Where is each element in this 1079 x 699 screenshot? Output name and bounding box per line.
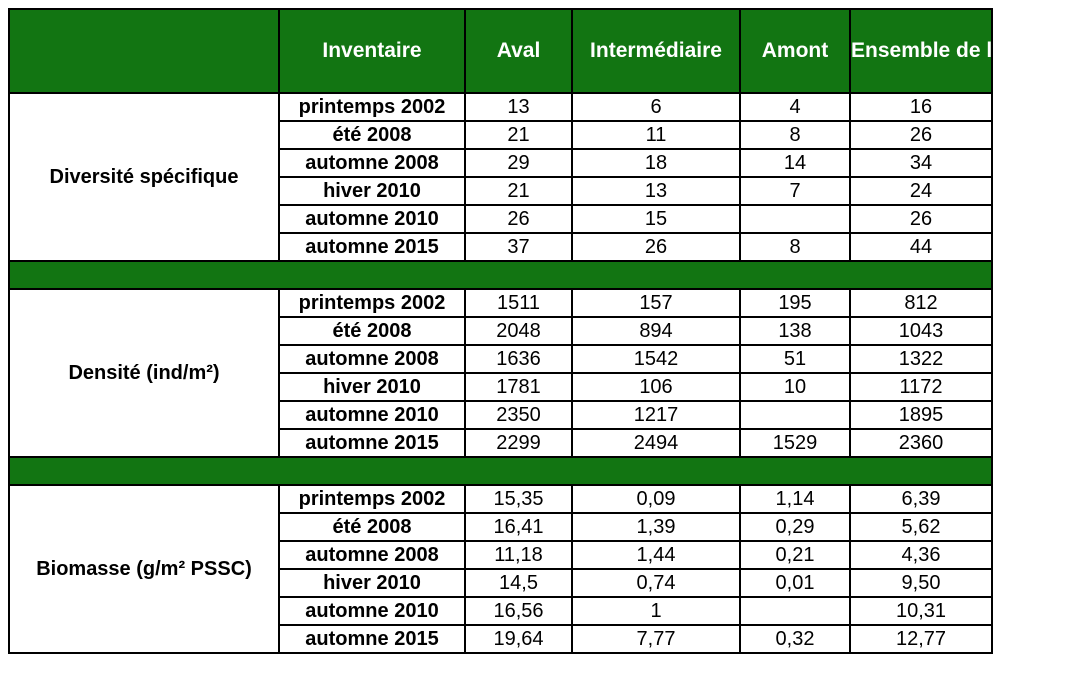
- inventaire-cell: automne 2015: [279, 429, 465, 457]
- amont-cell: 7: [740, 177, 850, 205]
- amont-cell: 138: [740, 317, 850, 345]
- intermediaire-cell: 11: [572, 121, 740, 149]
- aval-cell: 1636: [465, 345, 572, 373]
- separator-row: [9, 261, 992, 289]
- inventaire-cell: printemps 2002: [279, 289, 465, 317]
- aval-cell: 1511: [465, 289, 572, 317]
- intermediaire-cell: 26: [572, 233, 740, 261]
- ensemble-cell: 9,50: [850, 569, 992, 597]
- inventaire-cell: automne 2010: [279, 205, 465, 233]
- ensemble-cell: 26: [850, 205, 992, 233]
- amont-cell: 10: [740, 373, 850, 401]
- header-amont: Amont: [740, 9, 850, 93]
- aval-cell: 11,18: [465, 541, 572, 569]
- intermediaire-cell: 0,09: [572, 485, 740, 513]
- header-intermediaire: Intermédiaire: [572, 9, 740, 93]
- ensemble-cell: 4,36: [850, 541, 992, 569]
- amont-cell: 0,32: [740, 625, 850, 653]
- ensemble-cell: 6,39: [850, 485, 992, 513]
- intermediaire-cell: 13: [572, 177, 740, 205]
- header-corner-cell: [9, 9, 279, 93]
- intermediaire-cell: 1542: [572, 345, 740, 373]
- table-row: [9, 93, 992, 121]
- header-row: [9, 9, 992, 93]
- intermediaire-cell: 1217: [572, 401, 740, 429]
- ensemble-cell: 1043: [850, 317, 992, 345]
- inventaire-cell: été 2008: [279, 513, 465, 541]
- intermediaire-cell: 6: [572, 93, 740, 121]
- separator-band: [9, 457, 992, 485]
- aval-cell: 26: [465, 205, 572, 233]
- inventaire-cell: hiver 2010: [279, 373, 465, 401]
- ensemble-cell: 44: [850, 233, 992, 261]
- estuary-results-table: [8, 8, 1079, 654]
- aval-cell: 15,35: [465, 485, 572, 513]
- intermediaire-cell: 1: [572, 597, 740, 625]
- ensemble-cell: 24: [850, 177, 992, 205]
- inventaire-cell: automne 2015: [279, 625, 465, 653]
- inventaire-cell: hiver 2010: [279, 177, 465, 205]
- amont-cell: 8: [740, 233, 850, 261]
- amont-cell: [740, 597, 850, 625]
- intermediaire-cell: 15: [572, 205, 740, 233]
- inventaire-cell: hiver 2010: [279, 569, 465, 597]
- inventaire-cell: été 2008: [279, 317, 465, 345]
- inventaire-cell: automne 2008: [279, 149, 465, 177]
- amont-cell: [740, 205, 850, 233]
- ensemble-cell: 34: [850, 149, 992, 177]
- table-row: [9, 485, 992, 513]
- table-header: [9, 9, 1079, 93]
- inventaire-cell: automne 2008: [279, 541, 465, 569]
- ensemble-cell: 12,77: [850, 625, 992, 653]
- amont-cell: 1,14: [740, 485, 850, 513]
- inventaire-cell: été 2008: [279, 121, 465, 149]
- inventaire-cell: automne 2008: [279, 345, 465, 373]
- amont-cell: 0,21: [740, 541, 850, 569]
- group-label-biomasse: Biomasse (g/m² PSSC): [9, 485, 279, 653]
- aval-cell: 2299: [465, 429, 572, 457]
- table-row: [9, 289, 992, 317]
- ensemble-cell: 26: [850, 121, 992, 149]
- separator-row: [9, 457, 992, 485]
- intermediaire-cell: 1,44: [572, 541, 740, 569]
- ensemble-cell: 1172: [850, 373, 992, 401]
- amont-cell: 14: [740, 149, 850, 177]
- amont-cell: 1529: [740, 429, 850, 457]
- header-ensemble: Ensemble de l’estuaire: [850, 9, 992, 93]
- aval-cell: 2350: [465, 401, 572, 429]
- aval-cell: 1781: [465, 373, 572, 401]
- group-label-diversite: Diversité spécifique: [9, 93, 279, 261]
- amont-cell: 4: [740, 93, 850, 121]
- group-label-densite: Densité (ind/m²): [9, 289, 279, 457]
- ensemble-cell: 10,31: [850, 597, 992, 625]
- inventaire-cell: automne 2010: [279, 401, 465, 429]
- intermediaire-cell: 1,39: [572, 513, 740, 541]
- intermediaire-cell: 0,74: [572, 569, 740, 597]
- header-inventaire: Inventaire: [279, 9, 465, 93]
- aval-cell: 14,5: [465, 569, 572, 597]
- ensemble-cell: 5,62: [850, 513, 992, 541]
- intermediaire-cell: 894: [572, 317, 740, 345]
- amont-cell: 51: [740, 345, 850, 373]
- intermediaire-cell: 7,77: [572, 625, 740, 653]
- aval-cell: 13: [465, 93, 572, 121]
- header-aval: Aval: [465, 9, 572, 93]
- aval-cell: 19,64: [465, 625, 572, 653]
- intermediaire-cell: 18: [572, 149, 740, 177]
- aval-cell: 37: [465, 233, 572, 261]
- separator-band: [9, 261, 992, 289]
- aval-cell: 21: [465, 121, 572, 149]
- aval-cell: 21: [465, 177, 572, 205]
- aval-cell: 29: [465, 149, 572, 177]
- ensemble-cell: 812: [850, 289, 992, 317]
- aval-cell: 16,41: [465, 513, 572, 541]
- intermediaire-cell: 157: [572, 289, 740, 317]
- ensemble-cell: 2360: [850, 429, 992, 457]
- ensemble-cell: 1895: [850, 401, 992, 429]
- inventaire-cell: automne 2015: [279, 233, 465, 261]
- amont-cell: [740, 401, 850, 429]
- amont-cell: 8: [740, 121, 850, 149]
- intermediaire-cell: 106: [572, 373, 740, 401]
- amont-cell: 195: [740, 289, 850, 317]
- inventaire-cell: printemps 2002: [279, 485, 465, 513]
- ensemble-cell: 16: [850, 93, 992, 121]
- amont-cell: 0,29: [740, 513, 850, 541]
- inventaire-cell: automne 2010: [279, 597, 465, 625]
- intermediaire-cell: 2494: [572, 429, 740, 457]
- ensemble-cell: 1322: [850, 345, 992, 373]
- aval-cell: 16,56: [465, 597, 572, 625]
- table-body: [9, 93, 992, 653]
- inventaire-cell: printemps 2002: [279, 93, 465, 121]
- amont-cell: 0,01: [740, 569, 850, 597]
- aval-cell: 2048: [465, 317, 572, 345]
